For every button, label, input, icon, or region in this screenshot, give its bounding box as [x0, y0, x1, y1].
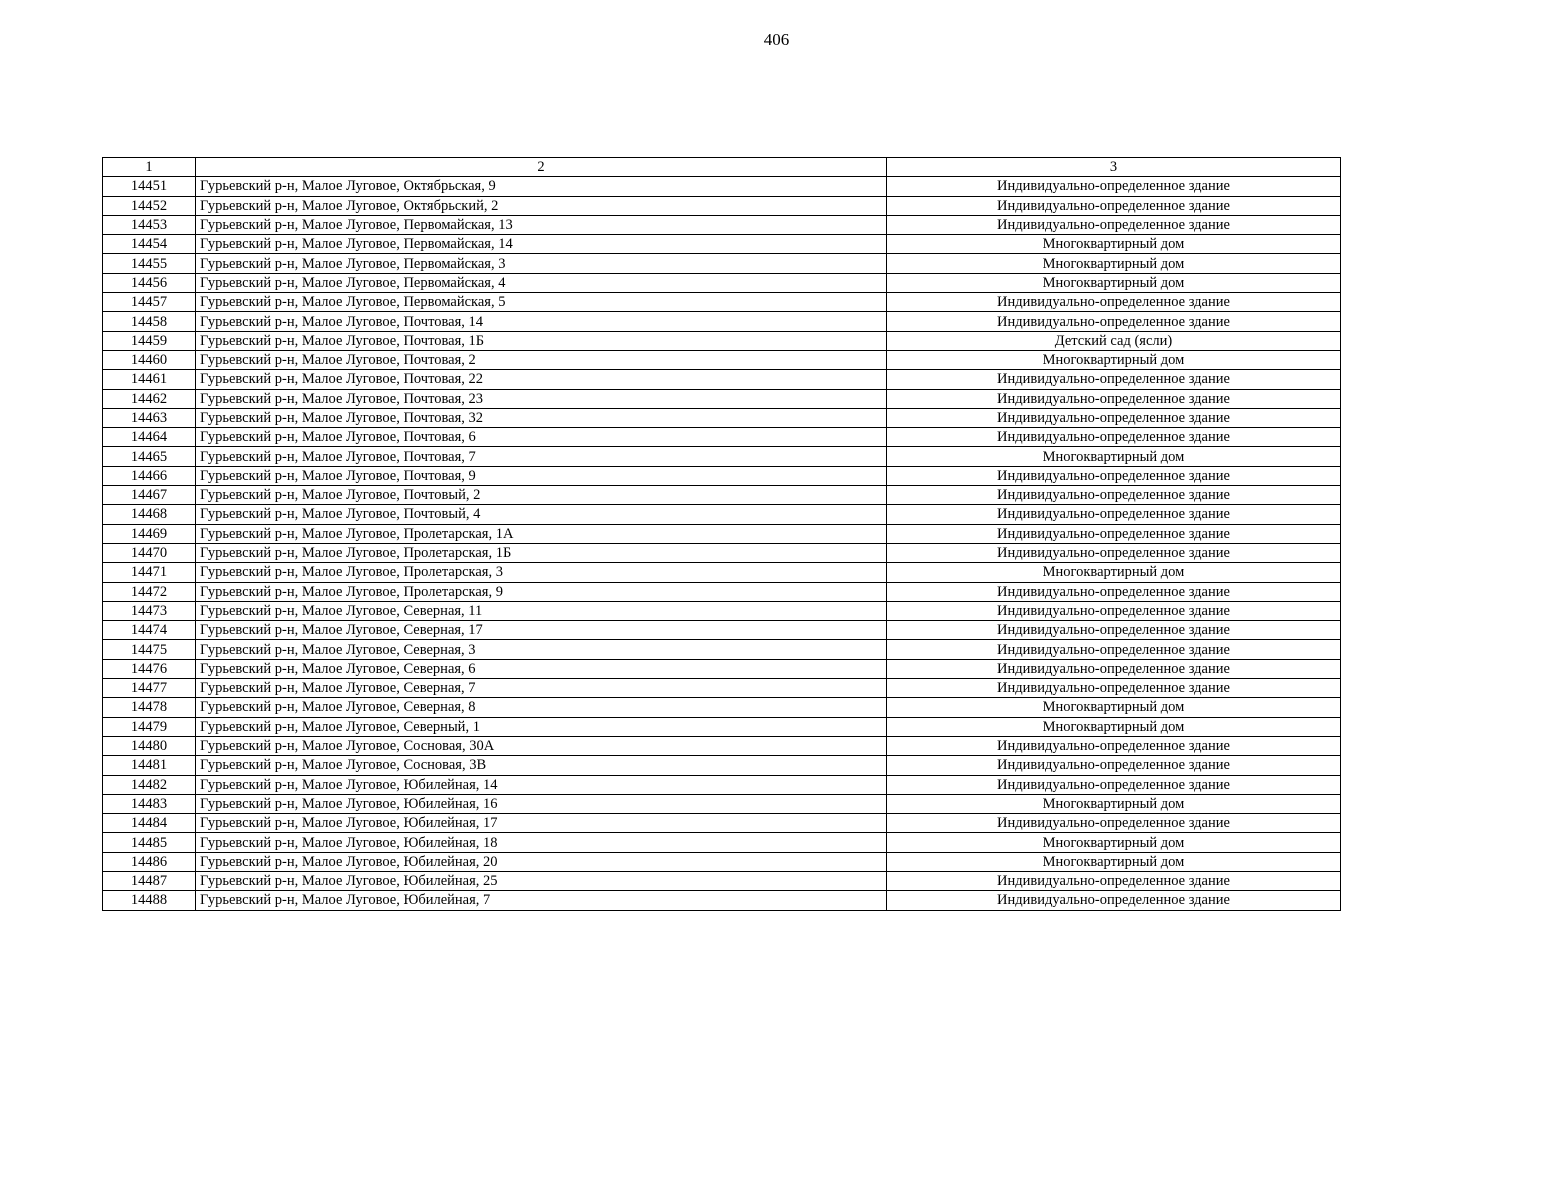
- table-row: [103, 215, 1341, 234]
- table-row: [103, 486, 1341, 505]
- table-row: [103, 852, 1341, 871]
- building-type-cell: Индивидуально-определенное здание: [887, 756, 1341, 775]
- address-cell: Гурьевский р-н, Малое Луговое, Пролетарская, 9: [196, 582, 887, 601]
- table-row: [103, 389, 1341, 408]
- table-row: [103, 408, 1341, 427]
- header-row: [103, 158, 1341, 177]
- row-number-cell: 14474: [103, 621, 196, 640]
- building-type-cell: Индивидуально-определенное здание: [887, 679, 1341, 698]
- row-number-cell: 14460: [103, 350, 196, 369]
- address-cell: Гурьевский р-н, Малое Луговое, Юбилейная, 14: [196, 775, 887, 794]
- address-cell: Гурьевский р-н, Малое Луговое, Северная, 11: [196, 601, 887, 620]
- table-row: [103, 891, 1341, 910]
- address-cell: Гурьевский р-н, Малое Луговое, Почтовая, 14: [196, 312, 887, 331]
- table-header: [103, 158, 1341, 177]
- address-cell: Гурьевский р-н, Малое Луговое, Октябрьский, 2: [196, 196, 887, 215]
- row-number-cell: 14459: [103, 331, 196, 350]
- table-row: [103, 756, 1341, 775]
- table-row: [103, 794, 1341, 813]
- address-cell: Гурьевский р-н, Малое Луговое, Первомайская, 14: [196, 235, 887, 254]
- table-row: [103, 543, 1341, 562]
- table-row: [103, 814, 1341, 833]
- row-number-cell: 14462: [103, 389, 196, 408]
- row-number-cell: 14483: [103, 794, 196, 813]
- table-row: [103, 582, 1341, 601]
- building-type-cell: Индивидуально-определенное здание: [887, 736, 1341, 755]
- row-number-cell: 14472: [103, 582, 196, 601]
- building-type-cell: Индивидуально-определенное здание: [887, 814, 1341, 833]
- table-row: [103, 736, 1341, 755]
- address-cell: Гурьевский р-н, Малое Луговое, Северная, 8: [196, 698, 887, 717]
- table-row: [103, 505, 1341, 524]
- building-type-cell: Индивидуально-определенное здание: [887, 408, 1341, 427]
- address-cell: Гурьевский р-н, Малое Луговое, Сосновая, 3В: [196, 756, 887, 775]
- building-type-cell: Многоквартирный дом: [887, 350, 1341, 369]
- table-row: [103, 775, 1341, 794]
- address-cell: Гурьевский р-н, Малое Луговое, Юбилейная, 7: [196, 891, 887, 910]
- table-row: [103, 293, 1341, 312]
- address-cell: Гурьевский р-н, Малое Луговое, Почтовая, 9: [196, 466, 887, 485]
- address-cell: Гурьевский р-н, Малое Луговое, Северная, 3: [196, 640, 887, 659]
- row-number-cell: 14484: [103, 814, 196, 833]
- address-cell: Гурьевский р-н, Малое Луговое, Почтовый, 4: [196, 505, 887, 524]
- building-type-cell: Многоквартирный дом: [887, 698, 1341, 717]
- address-cell: Гурьевский р-н, Малое Луговое, Пролетарская, 1А: [196, 524, 887, 543]
- row-number-cell: 14451: [103, 177, 196, 196]
- building-type-cell: Индивидуально-определенное здание: [887, 196, 1341, 215]
- address-cell: Гурьевский р-н, Малое Луговое, Первомайская, 5: [196, 293, 887, 312]
- table-row: [103, 524, 1341, 543]
- table-row: [103, 370, 1341, 389]
- row-number-cell: 14457: [103, 293, 196, 312]
- row-number-cell: 14485: [103, 833, 196, 852]
- building-type-cell: Индивидуально-определенное здание: [887, 312, 1341, 331]
- building-type-cell: Индивидуально-определенное здание: [887, 466, 1341, 485]
- building-type-cell: Индивидуально-определенное здание: [887, 621, 1341, 640]
- row-number-cell: 14486: [103, 852, 196, 871]
- row-number-cell: 14476: [103, 659, 196, 678]
- row-number-cell: 14466: [103, 466, 196, 485]
- building-type-cell: Многоквартирный дом: [887, 717, 1341, 736]
- address-cell: Гурьевский р-н, Малое Луговое, Юбилейная, 16: [196, 794, 887, 813]
- address-cell: Гурьевский р-н, Малое Луговое, Почтовая, 23: [196, 389, 887, 408]
- table-row: [103, 428, 1341, 447]
- table-row: [103, 466, 1341, 485]
- address-cell: Гурьевский р-н, Малое Луговое, Юбилейная, 20: [196, 852, 887, 871]
- row-number-cell: 14468: [103, 505, 196, 524]
- building-type-cell: Индивидуально-определенное здание: [887, 505, 1341, 524]
- address-cell: Гурьевский р-н, Малое Луговое, Почтовая, 2: [196, 350, 887, 369]
- building-type-cell: Индивидуально-определенное здание: [887, 293, 1341, 312]
- table-row: [103, 177, 1341, 196]
- address-cell: Гурьевский р-н, Малое Луговое, Юбилейная, 17: [196, 814, 887, 833]
- address-cell: Гурьевский р-н, Малое Луговое, Северная, 6: [196, 659, 887, 678]
- page-number: 406: [763, 30, 790, 49]
- address-cell: Гурьевский р-н, Малое Луговое, Юбилейная, 18: [196, 833, 887, 852]
- row-number-cell: 14452: [103, 196, 196, 215]
- table-row: [103, 679, 1341, 698]
- building-type-cell: Индивидуально-определенное здание: [887, 524, 1341, 543]
- table-row: [103, 833, 1341, 852]
- table-row: [103, 717, 1341, 736]
- row-number-cell: 14453: [103, 215, 196, 234]
- building-type-cell: Индивидуально-определенное здание: [887, 659, 1341, 678]
- table-row: [103, 331, 1341, 350]
- building-type-cell: Индивидуально-определенное здание: [887, 215, 1341, 234]
- table-row: [103, 640, 1341, 659]
- row-number-cell: 14480: [103, 736, 196, 755]
- table-body: [103, 177, 1341, 910]
- address-cell: Гурьевский р-н, Малое Луговое, Первомайская, 4: [196, 273, 887, 292]
- row-number-cell: 14473: [103, 601, 196, 620]
- table-row: [103, 235, 1341, 254]
- row-number-cell: 14464: [103, 428, 196, 447]
- row-number-cell: 14461: [103, 370, 196, 389]
- row-number-cell: 14458: [103, 312, 196, 331]
- address-cell: Гурьевский р-н, Малое Луговое, Первомайская, 13: [196, 215, 887, 234]
- row-number-cell: 14463: [103, 408, 196, 427]
- address-cell: Гурьевский р-н, Малое Луговое, Почтовая, 1Б: [196, 331, 887, 350]
- row-number-cell: 14455: [103, 254, 196, 273]
- address-cell: Гурьевский р-н, Малое Луговое, Юбилейная, 25: [196, 871, 887, 890]
- building-type-cell: Многоквартирный дом: [887, 273, 1341, 292]
- table-row: [103, 659, 1341, 678]
- column-header-address: 2: [196, 158, 887, 177]
- row-number-cell: 14479: [103, 717, 196, 736]
- registry-table: [102, 157, 1341, 911]
- table-row: [103, 698, 1341, 717]
- building-type-cell: Индивидуально-определенное здание: [887, 582, 1341, 601]
- table-row: [103, 621, 1341, 640]
- building-type-cell: Многоквартирный дом: [887, 254, 1341, 273]
- address-cell: Гурьевский р-н, Малое Луговое, Октябрьская, 9: [196, 177, 887, 196]
- building-type-cell: Многоквартирный дом: [887, 447, 1341, 466]
- building-type-cell: Детский сад (ясли): [887, 331, 1341, 350]
- row-number-cell: 14477: [103, 679, 196, 698]
- address-cell: Гурьевский р-н, Малое Луговое, Первомайская, 3: [196, 254, 887, 273]
- address-cell: Гурьевский р-н, Малое Луговое, Почтовая, 22: [196, 370, 887, 389]
- row-number-cell: 14469: [103, 524, 196, 543]
- address-cell: Гурьевский р-н, Малое Луговое, Почтовая, 32: [196, 408, 887, 427]
- row-number-cell: 14465: [103, 447, 196, 466]
- row-number-cell: 14481: [103, 756, 196, 775]
- table-row: [103, 254, 1341, 273]
- building-type-cell: Индивидуально-определенное здание: [887, 640, 1341, 659]
- table-row: [103, 447, 1341, 466]
- row-number-cell: 14456: [103, 273, 196, 292]
- building-type-cell: Индивидуально-определенное здание: [887, 428, 1341, 447]
- address-cell: Гурьевский р-н, Малое Луговое, Северная, 17: [196, 621, 887, 640]
- table-row: [103, 312, 1341, 331]
- building-type-cell: Многоквартирный дом: [887, 833, 1341, 852]
- table-row: [103, 601, 1341, 620]
- row-number-cell: 14471: [103, 563, 196, 582]
- row-number-cell: 14454: [103, 235, 196, 254]
- building-type-cell: Индивидуально-определенное здание: [887, 871, 1341, 890]
- table-row: [103, 196, 1341, 215]
- address-cell: Гурьевский р-н, Малое Луговое, Пролетарская, 3: [196, 563, 887, 582]
- address-cell: Гурьевский р-н, Малое Луговое, Сосновая, 30А: [196, 736, 887, 755]
- building-type-cell: Индивидуально-определенное здание: [887, 775, 1341, 794]
- address-cell: Гурьевский р-н, Малое Луговое, Почтовый, 2: [196, 486, 887, 505]
- building-type-cell: Многоквартирный дом: [887, 852, 1341, 871]
- building-type-cell: Индивидуально-определенное здание: [887, 891, 1341, 910]
- address-cell: Гурьевский р-н, Малое Луговое, Почтовая, 7: [196, 447, 887, 466]
- building-type-cell: Индивидуально-определенное здание: [887, 486, 1341, 505]
- row-number-cell: 14470: [103, 543, 196, 562]
- row-number-cell: 14482: [103, 775, 196, 794]
- table-row: [103, 350, 1341, 369]
- table-row: [103, 563, 1341, 582]
- building-type-cell: Индивидуально-определенное здание: [887, 601, 1341, 620]
- row-number-cell: 14467: [103, 486, 196, 505]
- row-number-cell: 14478: [103, 698, 196, 717]
- building-type-cell: Многоквартирный дом: [887, 794, 1341, 813]
- column-header-type: 3: [887, 158, 1341, 177]
- table-row: [103, 273, 1341, 292]
- column-header-number: 1: [103, 158, 196, 177]
- address-cell: Гурьевский р-н, Малое Луговое, Северная, 7: [196, 679, 887, 698]
- address-cell: Гурьевский р-н, Малое Луговое, Пролетарская, 1Б: [196, 543, 887, 562]
- building-type-cell: Индивидуально-определенное здание: [887, 370, 1341, 389]
- building-type-cell: Индивидуально-определенное здание: [887, 389, 1341, 408]
- building-type-cell: Многоквартирный дом: [887, 235, 1341, 254]
- row-number-cell: 14475: [103, 640, 196, 659]
- row-number-cell: 14487: [103, 871, 196, 890]
- building-type-cell: Многоквартирный дом: [887, 563, 1341, 582]
- address-cell: Гурьевский р-н, Малое Луговое, Северный, 1: [196, 717, 887, 736]
- building-type-cell: Индивидуально-определенное здание: [887, 177, 1341, 196]
- table-row: [103, 871, 1341, 890]
- row-number-cell: 14488: [103, 891, 196, 910]
- address-cell: Гурьевский р-н, Малое Луговое, Почтовая, 6: [196, 428, 887, 447]
- building-type-cell: Индивидуально-определенное здание: [887, 543, 1341, 562]
